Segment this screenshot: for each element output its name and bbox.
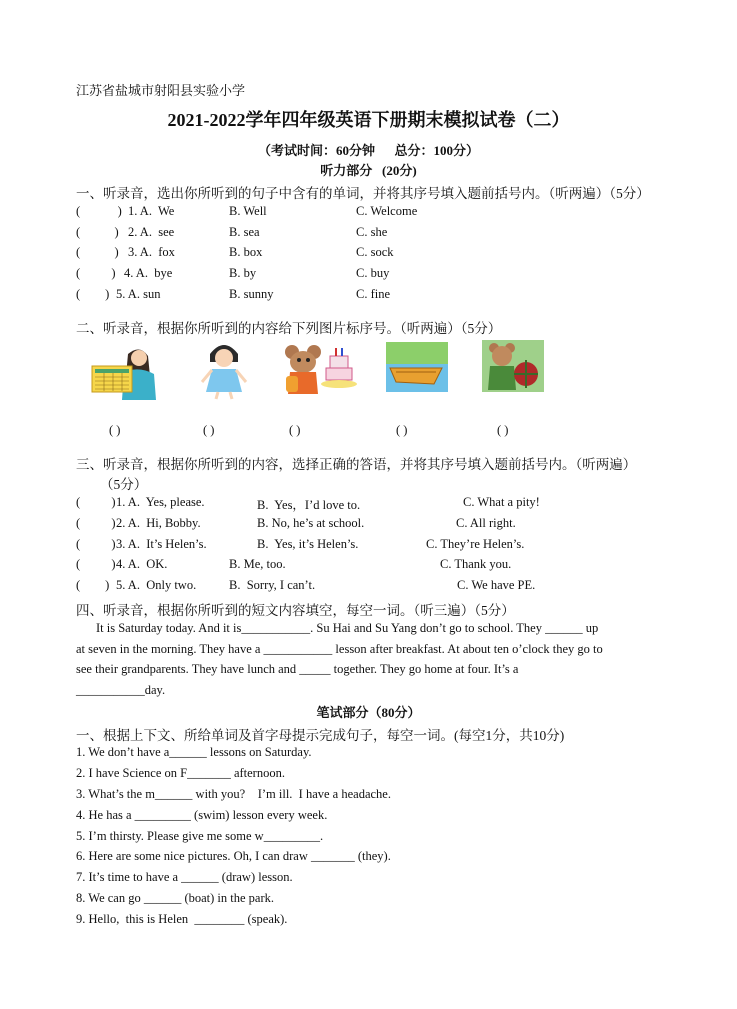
answer-paren[interactable]: ( ) (76, 495, 116, 509)
answer-paren[interactable]: ( ) (76, 516, 116, 530)
bear-with-plant-picture (482, 336, 544, 400)
fill-blank-question-9: 9. Hello, this is Helen ________ (speak). (76, 912, 288, 926)
option-c: C. Thank you. (440, 557, 512, 571)
option-b: B. box (229, 245, 263, 259)
option-b: B. No, he’s at school. (257, 516, 365, 530)
section3-heading: 三、听录音，根据你所听到的内容，选择正确的答语，并将其序号填入题前括号内。（听两遍） (76, 457, 637, 472)
section3-item-3 (76, 537, 525, 555)
option-c: C. fine (356, 287, 391, 301)
fill-blank-question-6: 6. Here are some nice pictures. Oh, I can draw _______ (they). (76, 849, 391, 863)
option-b: B. Sorry, I can’t. (229, 578, 316, 592)
option-a: 1. A. Yes, please. (116, 495, 205, 509)
answer-paren[interactable]: ( ) (76, 266, 116, 280)
passage-line-2: at seven in the morning. They have a ___________ lesson after breakfast. At about ten o’clock they go to (76, 641, 603, 656)
picture-3-answer-paren[interactable]: ( ) (289, 423, 301, 437)
option-c: C. What a pity! (463, 495, 540, 509)
answer-paren[interactable]: ( ) (76, 537, 116, 551)
mouse-with-birthday-cake-picture (278, 336, 358, 400)
exam-time-info: （考试时间：60分钟 总分：100分） (257, 143, 479, 158)
option-c: C. We have PE. (457, 578, 536, 592)
section1-item-4 (76, 266, 390, 284)
fill-blank-question-4: 4. He has a _________ (swim) lesson every week. (76, 808, 328, 822)
answer-paren[interactable]: ( ) (76, 578, 110, 592)
fill-blank-question-2: 2. I have Science on F_______ afternoon. (76, 766, 285, 780)
listening-part-heading: 听力部分 (20分) (320, 163, 417, 178)
section3-item-4 (76, 557, 512, 575)
fill-blank-question-7: 7. It’s time to have a ______ (draw) lesson. (76, 870, 293, 884)
option-b: B. Me, too. (229, 557, 286, 571)
option-a: 4. A. bye (124, 266, 173, 280)
picture-2-answer-paren[interactable]: ( ) (203, 423, 215, 437)
passage-line-3: see their grandparents. They have lunch and _____ together. They go home at four. It’s a (76, 662, 519, 676)
option-a: 5. A. Only two. (116, 578, 197, 592)
section1-item-5 (76, 287, 391, 305)
section1-heading: 一、听录音，选出你所听到的句子中含有的单词，并将其序号填入题前括号内。（听两遍）（5分） (76, 186, 650, 201)
option-a: 3. A. It’s Helen’s. (116, 537, 207, 551)
option-a: 5. A. sun (116, 287, 161, 301)
answer-paren[interactable]: ( ) (76, 287, 110, 301)
option-b: B. by (229, 266, 257, 280)
section3-item-5 (76, 578, 536, 596)
option-b: B. sunny (229, 287, 274, 301)
teacher-with-timetable-picture (90, 336, 160, 400)
answer-paren[interactable]: ( ) (76, 557, 116, 571)
section1-item-3 (76, 245, 394, 263)
boat-on-lake-picture (386, 336, 448, 400)
option-c: C. They’re Helen’s. (426, 537, 525, 551)
written-part-heading: 笔试部分（80分） (316, 705, 421, 720)
option-a: 4. A. OK. (116, 557, 168, 571)
exam-title: 2021-2022学年四年级英语下册期末模拟试卷（二） (167, 110, 570, 130)
option-b: B. sea (229, 225, 260, 239)
picture-1-answer-paren[interactable]: ( ) (109, 423, 121, 437)
answer-paren[interactable]: ( ) (76, 245, 119, 259)
section4-heading: 四、听录音，根据你所听到的短文内容填空，每空一词。（听三遍）（5分） (76, 603, 515, 618)
option-c: C. All right. (456, 516, 516, 530)
option-a: 3. A. fox (128, 245, 175, 259)
passage-line-4: ___________day. (76, 682, 166, 697)
school-name: 江苏省盐城市射阳县实验小学 (76, 83, 246, 98)
fill-blank-question-3: 3. What’s the m______ with you? I’m ill. I have a headache. (76, 787, 391, 801)
section5-heading: 一、根据上下文、所给单词及首字母提示完成句子，每空一词。(每空1分，共10分) (76, 728, 565, 743)
option-c: C. Welcome (356, 204, 418, 218)
option-a: 2. A. see (128, 225, 175, 239)
picture-5-answer-paren[interactable]: ( ) (497, 423, 509, 437)
answer-paren[interactable]: ( ) (76, 204, 122, 218)
picture-4-answer-paren[interactable]: ( ) (396, 423, 408, 437)
fill-blank-question-8: 8. We can go ______ (boat) in the park. (76, 891, 275, 905)
option-b: B. Yes，I’d love to. (257, 498, 361, 512)
section3-heading-points: （5分） (100, 477, 148, 492)
option-a: 1. A. We (128, 204, 175, 218)
section1-item-1 (76, 204, 418, 222)
option-b: B. Yes, it’s Helen’s. (257, 537, 359, 551)
section3-item-2 (76, 516, 516, 534)
fill-blank-question-1: 1. We don’t have a______ lessons on Saturday. (76, 745, 312, 759)
section4-passage (76, 618, 662, 700)
section2-heading: 二、听录音，根据你所听到的内容给下列图片标序号。（听两遍）（5分） (76, 321, 502, 336)
section1-item-2 (76, 225, 388, 243)
answer-paren[interactable]: ( ) (76, 225, 119, 239)
passage-line-1: It is Saturday today. And it is___________. Su Hai and Su Yang don’t go to school. They ______ up (96, 621, 599, 635)
option-c: C. buy (356, 266, 390, 280)
girl-waving-picture (196, 336, 252, 400)
fill-blank-question-5: 5. I’m thirsty. Please give me some w_________. (76, 829, 324, 843)
option-a: 2. A. Hi, Bobby. (116, 516, 201, 530)
option-c: C. she (356, 225, 388, 239)
option-c: C. sock (356, 245, 394, 259)
section3-item-1 (76, 495, 540, 513)
option-b: B. Well (229, 204, 267, 218)
